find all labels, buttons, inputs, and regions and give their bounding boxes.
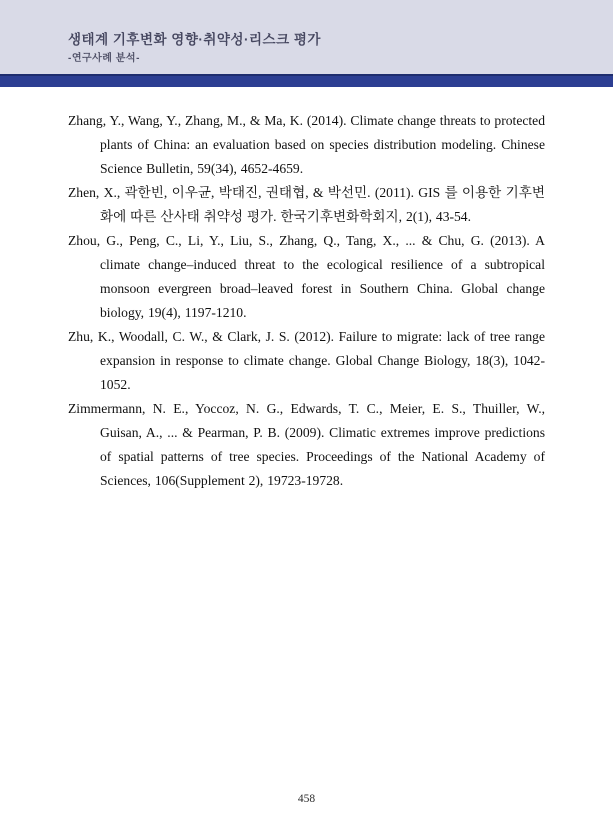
report-title: 생태계 기후변화 영향·취약성·리스크 평가 [68, 32, 321, 47]
reference-entry: Zimmermann, N. E., Yoccoz, N. G., Edwards, T. C., Meier, E. S., Thuiller, W., Guisan, A., ... & Pearman, P. B. (2009). Climatic extremes improve predictions of spatial patterns of tree species. Proceedings of the National Academy of Sciences, 106(Supplement 2), 19723-19728. [68, 401, 545, 488]
reference-entry: Zhu, K., Woodall, C. W., & Clark, J. S. (2012). Failure to migrate: lack of tree range expansion in response to climate change. Global Change Biology, 18(3), 1042-1052. [68, 329, 545, 392]
reference-entry: Zhou, G., Peng, C., Li, Y., Liu, S., Zhang, Q., Tang, X., ... & Chu, G. (2013). A climate change–induced threat to the ecological resilience of a subtropical monsoon evergreen broad–leaved forest in Southern China. Global change biology, 19(4), 1197-1210. [68, 233, 545, 320]
references-list [68, 109, 545, 493]
reference-entry: Zhang, Y., Wang, Y., Zhang, M., & Ma, K. (2014). Climate change threats to protected plants of China: an evaluation based on species distribution modeling. Chinese Science Bulletin, 59(34), 4652-4659. [68, 113, 545, 176]
report-subtitle: -연구사례 분석- [68, 52, 140, 64]
page-number: 458 [297, 793, 316, 805]
page-header [0, 0, 613, 74]
reference-entry: Zhen, X., 곽한빈, 이우균, 박태진, 권태협, & 박선민. (2011). GIS 를 이용한 기후변화에 따른 산사태 취약성 평가. 한국기후변화학회지, 2(1), 43-54. [68, 185, 545, 224]
header-accent-bar [0, 74, 613, 87]
